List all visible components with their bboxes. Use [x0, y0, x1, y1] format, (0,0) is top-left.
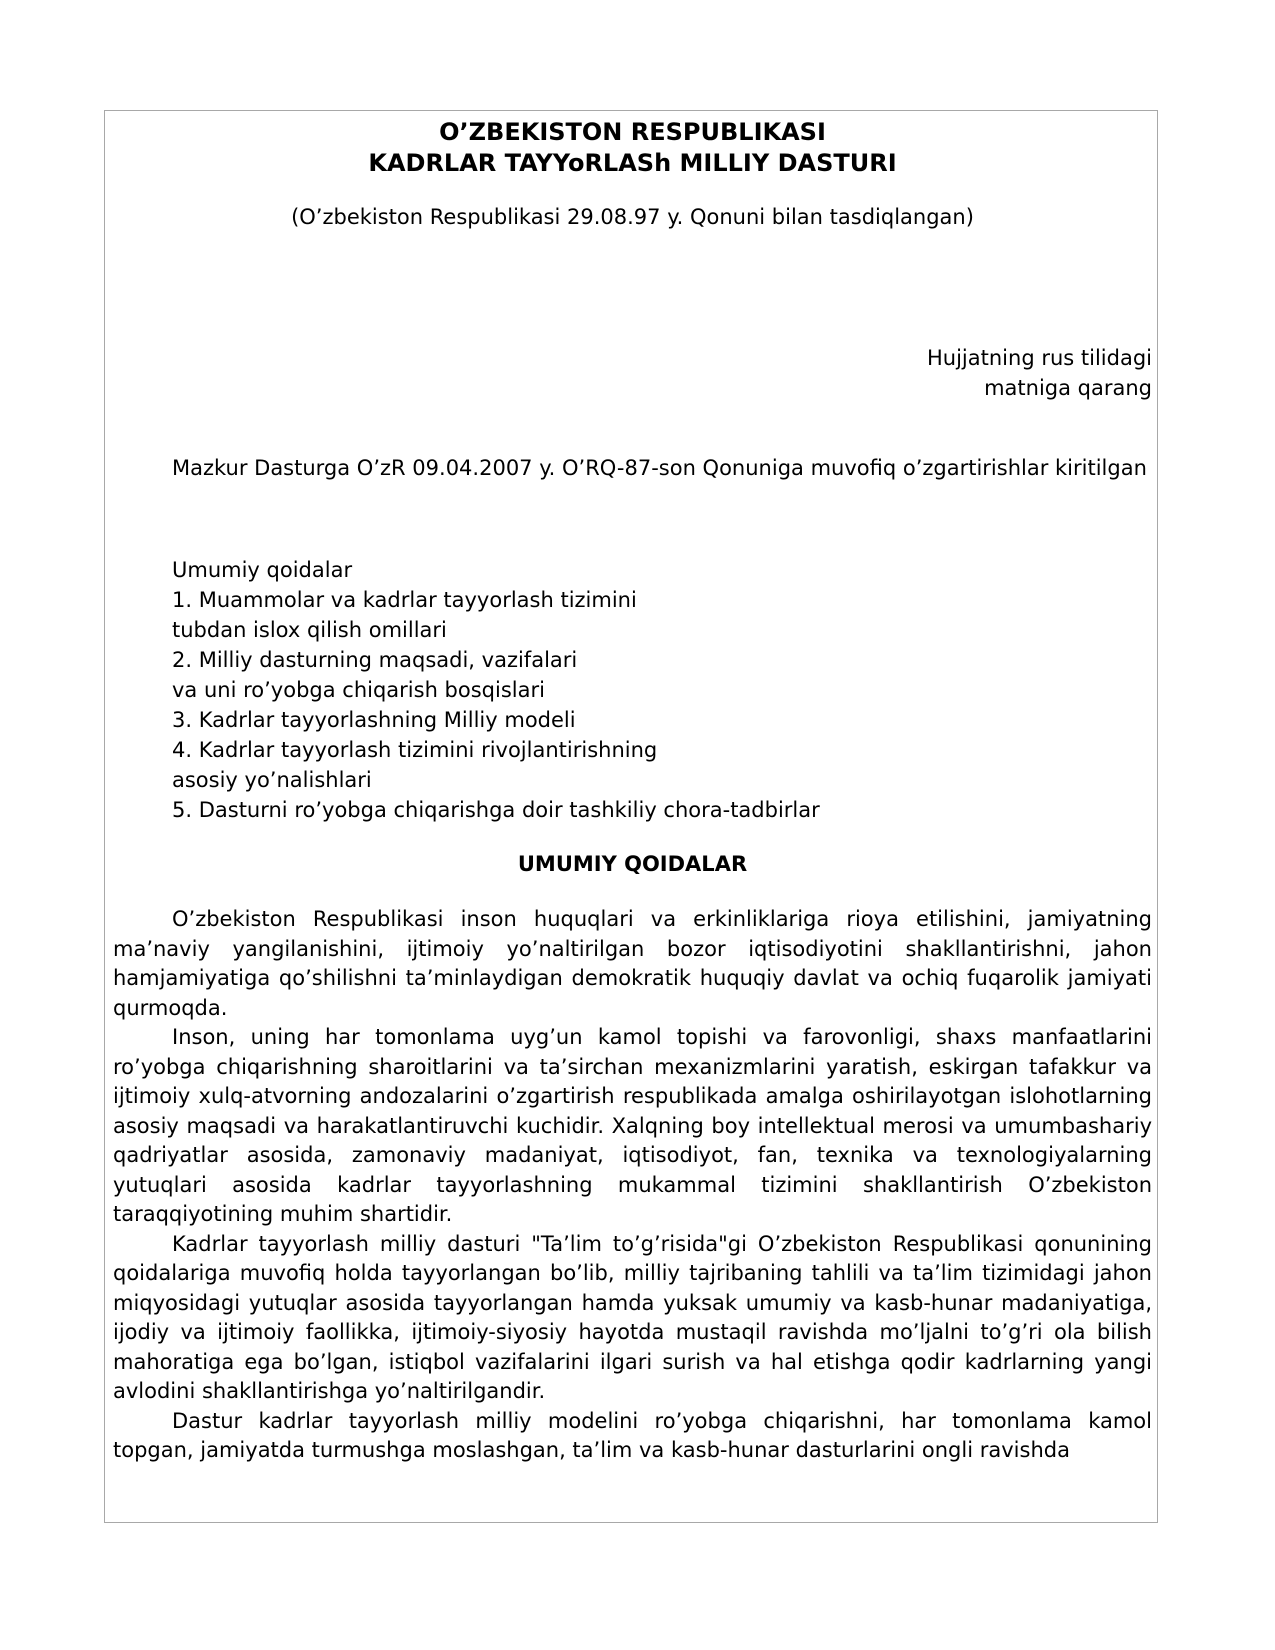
amendment-note: Mazkur Dasturga O’zR 09.04.2007 y. O’RQ-87-son Qonuniga muvofiq o’zgartirishlar kiritilgan [172, 456, 1147, 480]
toc-item[interactable]: asosiy yo’nalishlari [172, 768, 372, 792]
toc-item[interactable]: 3. Kadrlar tayyorlashning Milliy modeli [172, 708, 576, 732]
paragraph: Kadrlar tayyorlash milliy dasturi "Ta’lim to’g’risida"gi O’zbekiston Respublikasi qonunining qoidalariga muvofiq holda tayyorlangan bo’lib, milliy tajribaning tahlili va ta’lim tizimidagi jahon miqyosidagi yutuqlar asosida tayyorlangan hamda yuksak umumiy va kasb-hunar madaniyatiga, ijodiy va ijtimoiy faollikka, ijtimoiy-siyosiy hayotda mustaqil ravishda mo’ljalni to’g’ri ola bilish mahoratiga ega bo’lgan, istiqbol vazifalarini ilgari surish va hal etishga qodir kadrlarning yangi avlodini shakllantirishga yo’naltirilgandir. [113, 1231, 1152, 1403]
russian-text-reference[interactable] [113, 343, 1152, 403]
document-body [113, 112, 1152, 1466]
paragraph: Dastur kadrlar tayyorlash milliy modelini ro’yobga chiqarishni, har tomonlama kamol topgan, jamiyatda turmushga moslashgan, ta’lim va kasb-hunar dasturlarini ongli ravishda [113, 1408, 1152, 1462]
approval-subtitle: (O’zbekiston Respublikasi 29.08.97 y. Qonuni bilan tasdiqlangan) [291, 205, 974, 229]
title-line-1: O’ZBEKISTON RESPUBLIKASI [439, 118, 826, 146]
right-note-line-1: Hujjatning rus tilidagi [927, 346, 1152, 370]
table-of-contents [113, 555, 1152, 825]
toc-item[interactable]: 4. Kadrlar tayyorlash tizimini rivojlantirishning [172, 738, 658, 762]
document-title [113, 117, 1152, 179]
section-heading: UMUMIY QOIDALAR [517, 852, 748, 876]
right-note-line-2: matniga qarang [984, 376, 1152, 400]
toc-item[interactable]: 2. Milliy dasturning maqsadi, vazifalari [172, 648, 578, 672]
title-line-2: KADRLAR TAYYoRLASh MILLIY DASTURI [368, 149, 897, 177]
paragraph: Inson, uning har tomonlama uyg’un kamol topishi va farovonligi, shaxs manfaatlarini ro’yobga chiqarishning sharoitlarini va ta’sirchan mexanizmlarini yaratish, eskirgan tafakkur va ijtimoiy xulq-atvorning andozalarini o’zgartirish respublikada amalga oshirilayotgan islohotlarning asosiy maqsadi va harakatlantiruvchi kuchidir. Xalqning boy intellektual merosi va umumbashariy qadriyatlar asosida, zamonaviy madaniyat, iqtisodiyot, fan, texnika va texnologiyalarning yutuqlari asosida kadrlar tayyorlashning mukammal tizimini shakllantirish O’zbekiston taraqqiyotining muhim shartidir. [113, 1025, 1152, 1226]
paragraph: O’zbekiston Respublikasi inson huquqlari va erkinliklariga rioya etilishini, jamiyatning ma’naviy yangilanishini, ijtimoiy yo’naltirilgan bozor iqtisodiyotini shakllantirishni, jahon hamjamiyatiga qo’shilishni ta’minlaydigan demokratik huquqiy davlat va ochiq fuqarolik jamiyati qurmoqda. [113, 907, 1152, 1020]
toc-item[interactable]: 5. Dasturni ro’yobga chiqarishga doir tashkiliy chora-tadbirlar [172, 798, 820, 822]
section-paragraphs [113, 905, 1152, 1466]
toc-item[interactable]: va uni ro’yobga chiqarish bosqislari [172, 678, 545, 702]
toc-item[interactable]: Umumiy qoidalar [172, 558, 353, 582]
toc-item[interactable]: tubdan islox qilish omillari [172, 618, 447, 642]
toc-item[interactable]: 1. Muammolar va kadrlar tayyorlash tizimini [172, 588, 637, 612]
